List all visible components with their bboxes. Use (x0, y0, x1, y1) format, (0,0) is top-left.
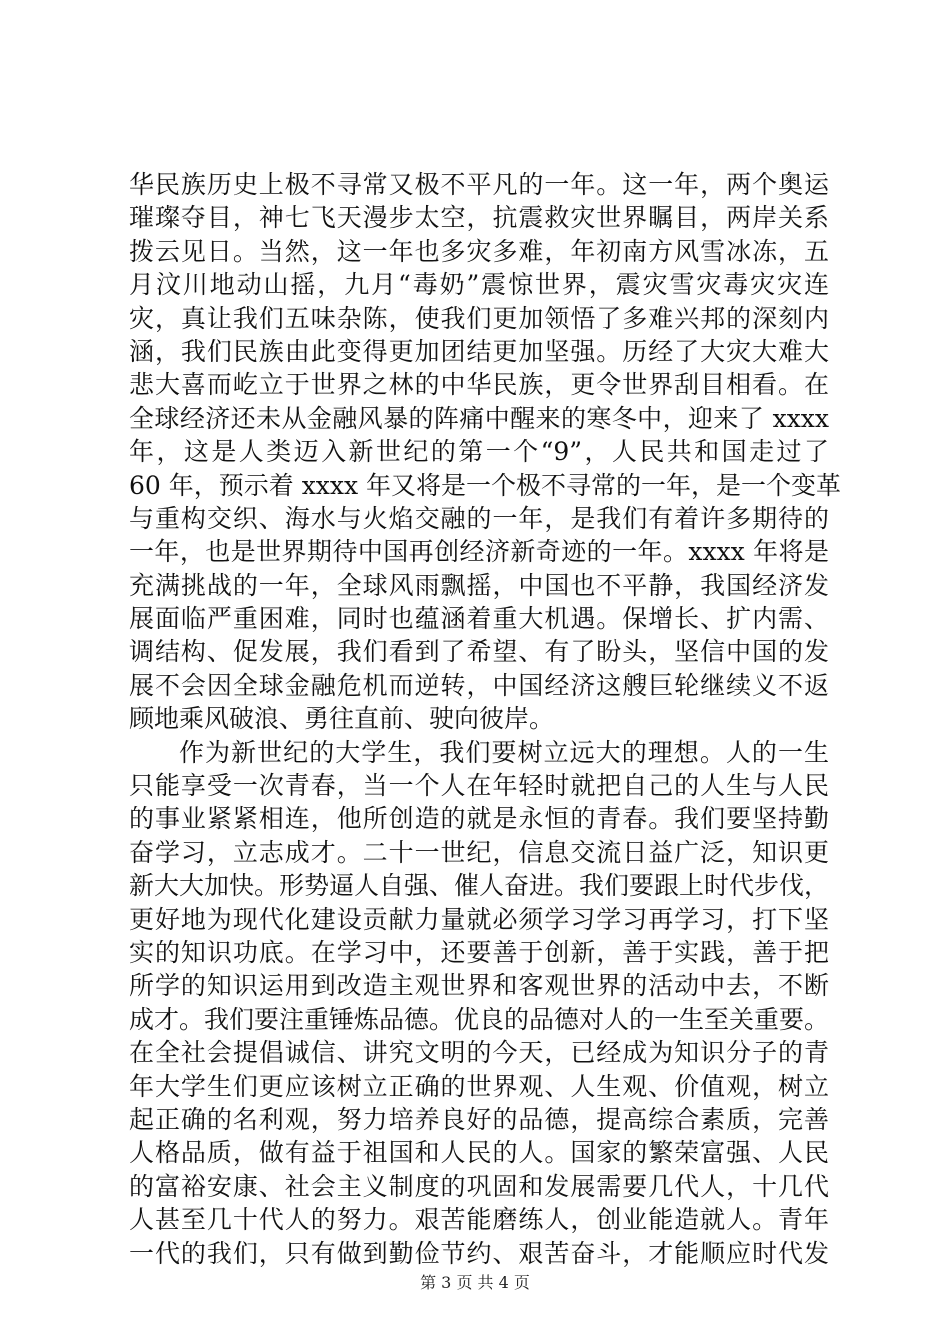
text-line: 涵，我们民族由此变得更加团结更加坚强。历经了大灾大难大 (129, 336, 829, 366)
text-line: 展不会因全球金融危机而逆转，中国经济这艘巨轮继续义不返 (129, 670, 829, 700)
text-line: 在全社会提倡诚信、讲究文明的今天，已经成为知识分子的青 (129, 1038, 829, 1068)
text-line: 璀璨夺目，神七飞天漫步太空，抗震救灾世界瞩目，两岸关系 (129, 203, 829, 233)
text-line: 华民族历史上极不寻常又极不平凡的一年。这一年，两个奥运 (129, 170, 829, 199)
text-line: 的事业紧紧相连，他所创造的就是永恒的青春。我们要坚持勤 (129, 804, 829, 834)
text-line: 作为新世纪的大学生，我们要树立远大的理想。人的一生 (179, 737, 829, 767)
paragraph (129, 736, 829, 1270)
text-line: 所学的知识运用到改造主观世界和客观世界的活动中去，不断 (129, 971, 829, 1001)
text-line: 展面临严重困难，同时也蕴涵着重大机遇。保增长、扩内需、 (129, 604, 829, 634)
text-line: 奋学习，立志成才。二十一世纪，信息交流日益广泛，知识更 (129, 837, 829, 867)
text-line: 新大大加快。形势逼人自强、催人奋进。我们要跟上时代步伐， (129, 871, 830, 901)
text-line: 人甚至几十代人的努力。艰苦能磨练人，创业能造就人。青年 (129, 1205, 829, 1235)
text-line: 灾，真让我们五味杂陈，使我们更加领悟了多难兴邦的深刻内 (129, 303, 829, 333)
text-line: 顾地乘风破浪、勇往直前、驶向彼岸。 (129, 704, 555, 734)
text-line: 充满挑战的一年，全球风雨飘摇，中国也不平静，我国经济发 (129, 570, 829, 600)
text-line: 的富裕安康、社会主义制度的巩固和发展需要几代人，十几代 (129, 1171, 829, 1201)
text-line: 一代的我们，只有做到勤俭节约、艰苦奋斗，才能顺应时代发 (129, 1238, 829, 1268)
text-line: 起正确的名利观，努力培养良好的品德，提高综合素质，完善 (129, 1104, 829, 1134)
text-line: 成才。我们要注重锤炼品德。优良的品德对人的一生至关重要。 (129, 1004, 830, 1034)
page-footer: 第 3 页 共 4 页 (420, 1273, 530, 1292)
text-line: 年，这是人类迈入新世纪的第一个“9”，人民共和国走过了 (129, 437, 829, 467)
paragraph (129, 168, 842, 736)
text-line: 年大学生们更应该树立正确的世界观、人生观、价值观，树立 (129, 1071, 829, 1101)
text-line: 一年，也是世界期待中国再创经济新奇迹的一年。xxxx 年将是 (129, 537, 829, 567)
document-body (129, 168, 842, 1270)
text-line: 与重构交织、海水与火焰交融的一年，是我们有着许多期待的 (129, 503, 829, 533)
text-line: 60 年，预示着 xxxx 年又将是一个极不寻常的一年，是一个变革 (129, 470, 842, 500)
text-line: 人格品质，做有益于祖国和人民的人。国家的繁荣富强、人民 (129, 1138, 829, 1168)
text-line: 全球经济还未从金融风暴的阵痛中醒来的寒冬中，迎来了 xxxx (129, 403, 829, 433)
text-line: 更好地为现代化建设贡献力量就必须学习学习再学习，打下坚 (129, 904, 829, 934)
text-line: 悲大喜而屹立于世界之林的中华民族，更令世界刮目相看。在 (129, 370, 829, 400)
text-line: 实的知识功底。在学习中，还要善于创新，善于实践，善于把 (129, 937, 829, 967)
text-line: 只能享受一次青春，当一个人在年轻时就把自己的人生与人民 (129, 771, 829, 801)
text-line: 拨云见日。当然，这一年也多灾多难，年初南方风雪冰冻，五 (129, 236, 829, 266)
text-line: 调结构、促发展，我们看到了希望、有了盼头，坚信中国的发 (129, 637, 829, 667)
text-line: 月汶川地动山摇，九月“毒奶”震惊世界，震灾雪灾毒灾灾连 (129, 270, 829, 300)
